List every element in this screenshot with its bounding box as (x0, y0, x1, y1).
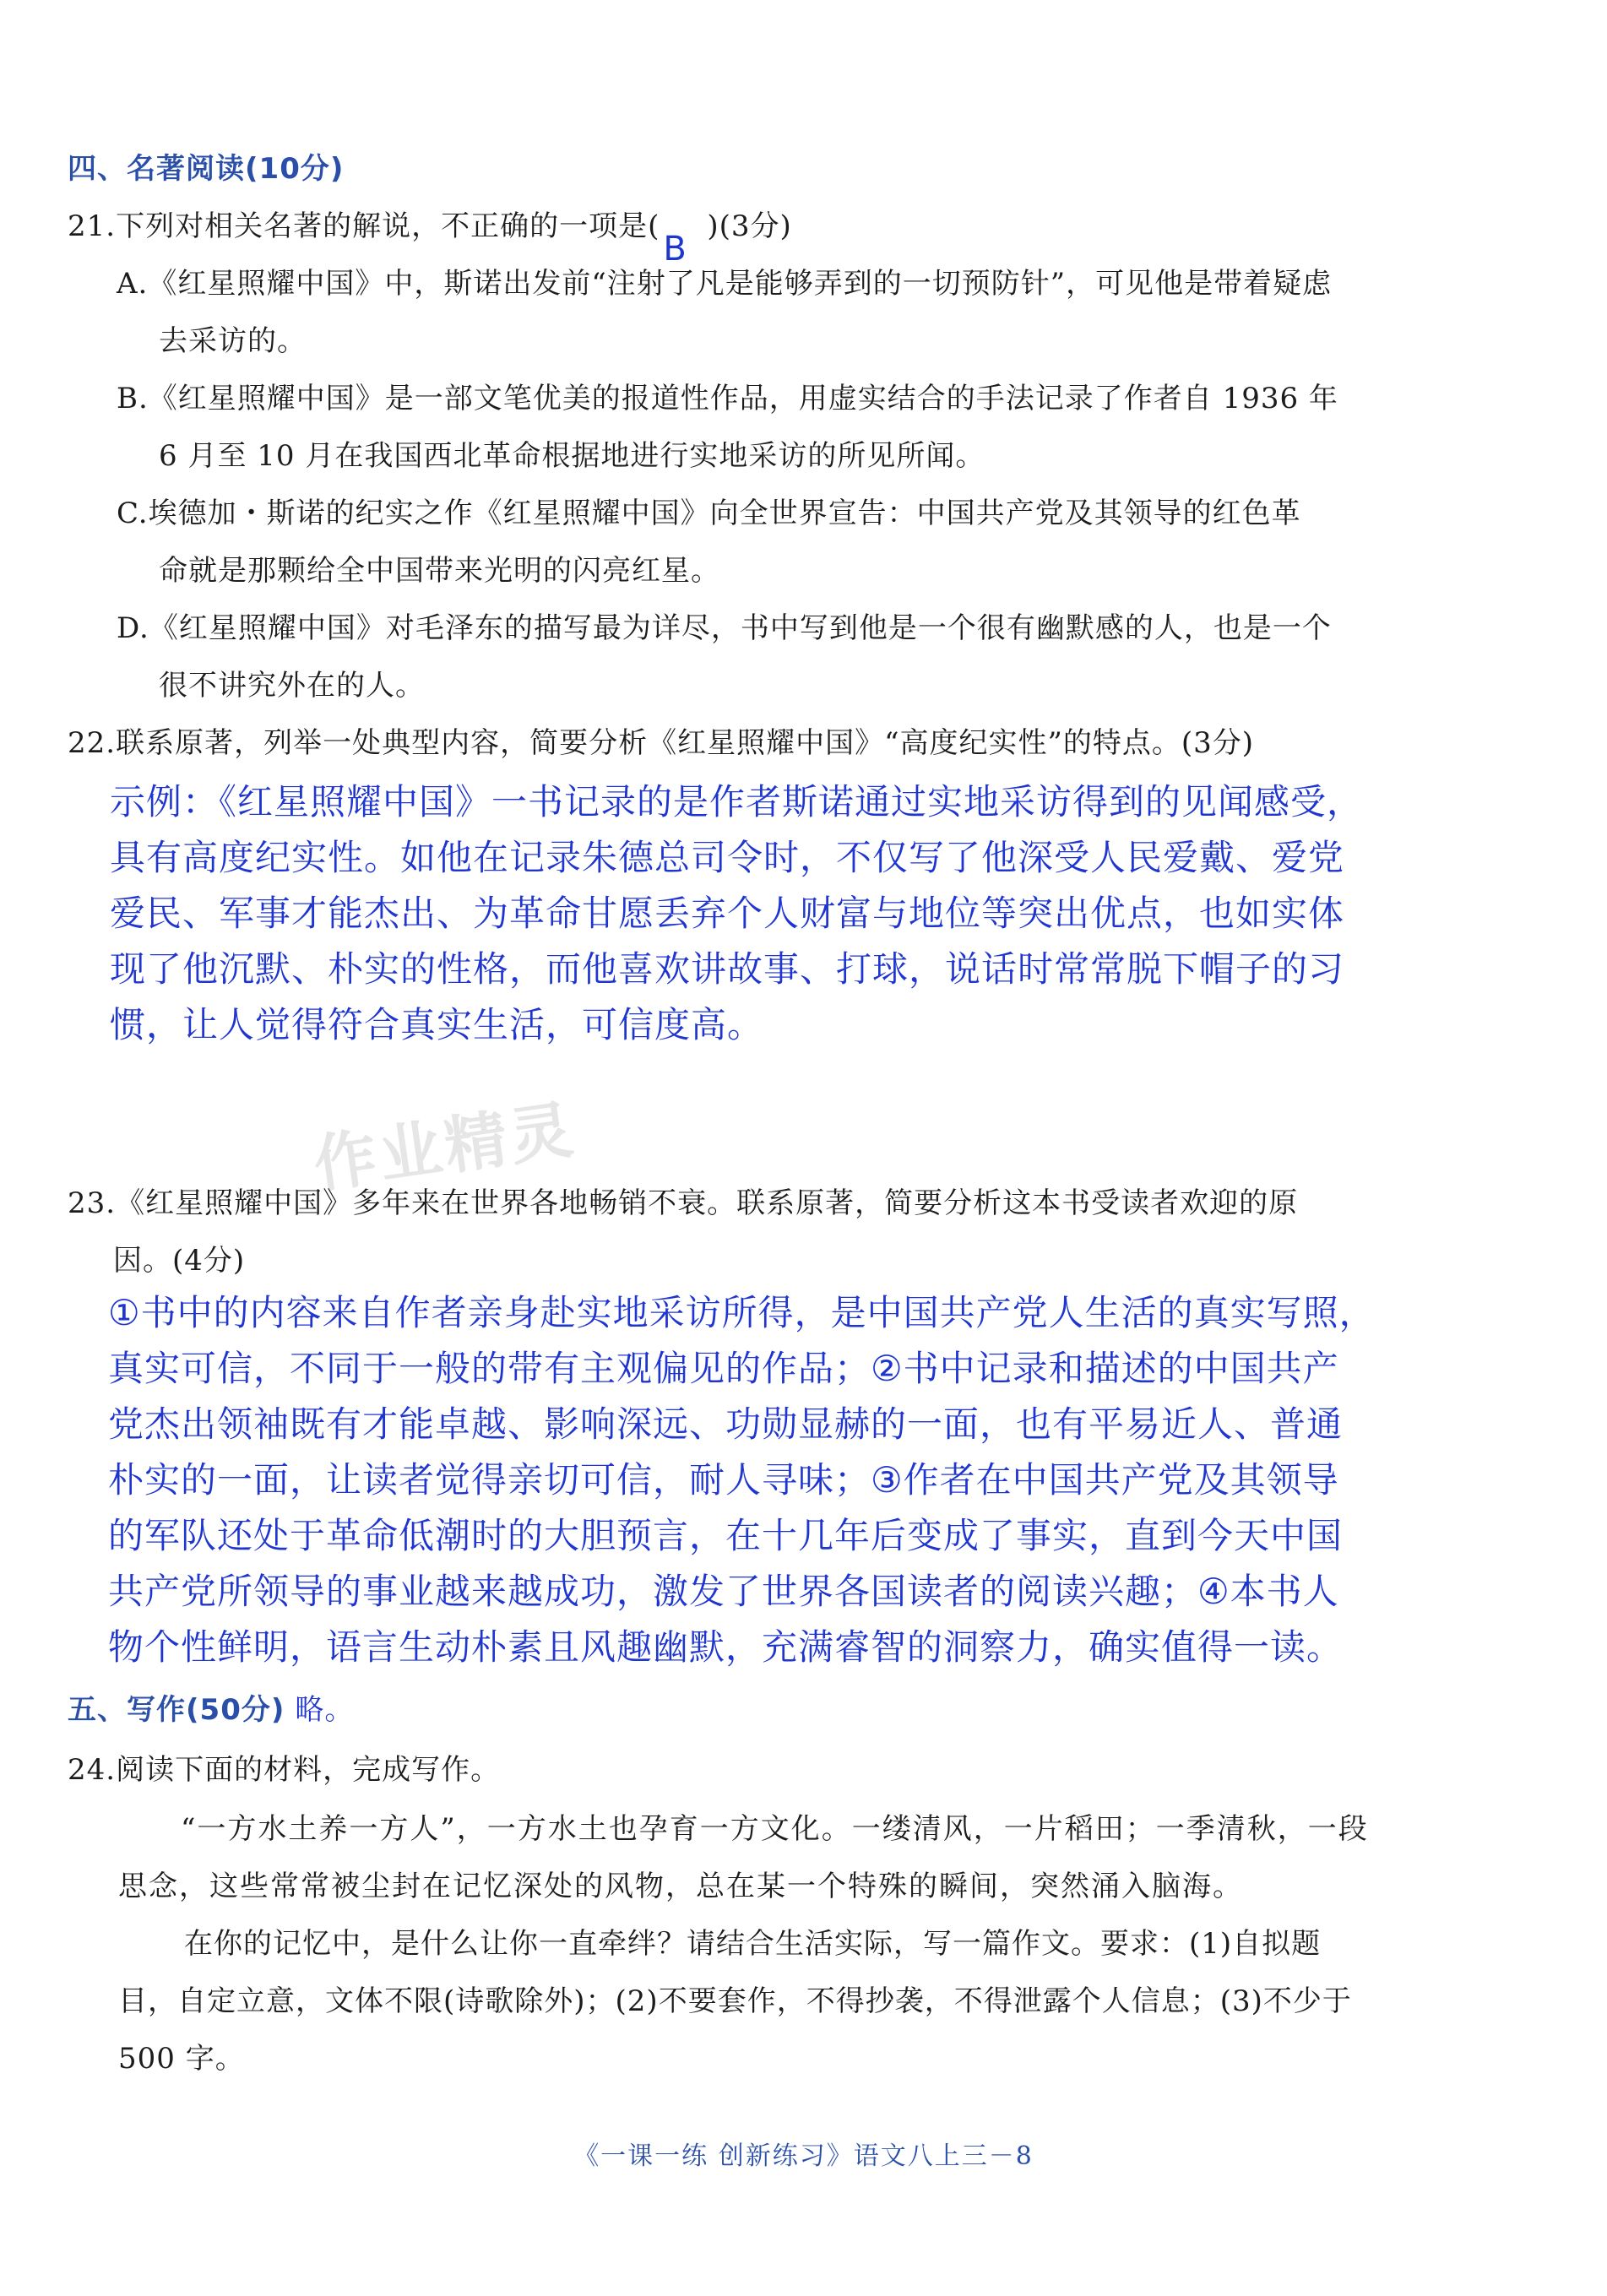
option-b-line1: B.《红星照耀中国》是一部文笔优美的报道性作品，用虚实结合的手法记录了作者自 1936 年 (117, 382, 1338, 415)
question-23-answer-line: 真实可信，不同于一般的带有主观偏见的作品；②书中记录和描述的中国共产 (108, 1348, 1339, 1389)
question-21-stem (68, 209, 792, 269)
question-23-stem-line1: 23.《红星照耀中国》多年来在世界各地畅销不衰。联系原著，简要分析这本书受读者欢迎的原 (68, 1186, 1299, 1220)
question-22-answer-line: 惯，让人觉得符合真实生活，可信度高。 (110, 1004, 764, 1045)
question-23-answer-line: 物个性鲜明，语言生动朴素且风趣幽默，充满睿智的洞察力，确实值得一读。 (108, 1626, 1344, 1668)
question-22-answer-line: 现了他沉默、朴实的性格，而他喜欢讲故事、打球，说话时常常脱下帽子的习 (110, 948, 1345, 990)
question-23-answer-line: 共产党所领导的事业越来越成功，激发了世界各国读者的阅读兴趣；④本书人 (108, 1571, 1339, 1612)
question-21-stem-end: )(3分) (707, 209, 792, 243)
question-22-answer-line: 示例：《红星照耀中国》一书记录的是作者斯诺通过实地采访得到的见闻感受， (110, 781, 1364, 822)
material-line: 思念，这些常常被尘封在记忆深处的风物，总在某一个特殊的瞬间，突然涌入脑海。 (118, 1870, 1243, 1903)
option-c-line2: 命就是那颗给全中国带来光明的闪亮红星。 (159, 554, 720, 588)
material-line: “一方水土养一方人”，一方水土也孕育一方文化。一缕清风，一片稻田；一季清秋，一段 (181, 1812, 1369, 1846)
task-line: 在你的记忆中，是什么让你一直牵绊？请结合生活实际，写一篇作文。要求：(1)自拟题 (184, 1927, 1322, 1961)
option-a-line1: A.《红星照耀中国》中，斯诺出发前“注射了凡是能够弄到的一切预防针”，可见他是带着疑虑 (117, 267, 1333, 301)
watermark: 作业精灵 (309, 1093, 581, 1202)
option-d-line1: D.《红星照耀中国》对毛泽东的描写最为详尽，书中写到他是一个很有幽默感的人，也是一个 (117, 611, 1332, 645)
question-24-stem: 24.阅读下面的材料，完成写作。 (68, 1753, 501, 1787)
question-22-answer-line: 爱民、军事才能杰出、为革命甘愿丢弃个人财富与地位等突出优点，也如实体 (110, 893, 1345, 934)
section-heading-writing (68, 1693, 354, 1728)
question-21-stem-text: 21.下列对相关名著的解说，不正确的一项是( (68, 209, 660, 243)
task-line: 500 字。 (118, 2042, 245, 2076)
option-a-line2: 去采访的。 (159, 324, 307, 358)
section-heading-reading: 四、名著阅读(10分) (68, 152, 345, 186)
writing-answer-note: 略。 (295, 1693, 355, 1727)
question-21-answer: B (663, 230, 687, 269)
question-23-stem-line2: 因。(4分) (113, 1244, 246, 1278)
page-footer: 《一课一练 创新练习》语文八上三－8 (573, 2141, 1034, 2171)
section-heading-writing-text: 五、写作(50分) (68, 1693, 285, 1727)
task-line: 目，自定立意，文体不限(诗歌除外)；(2)不要套作，不得抄袭，不得泄露个人信息；(3)不少于 (118, 1984, 1352, 2018)
option-d-line2: 很不讲究外在的人。 (159, 669, 425, 703)
option-b-line2: 6 月至 10 月在我国西北革命根据地进行实地采访的所见所闻。 (159, 439, 985, 473)
question-23-answer-line: ①书中的内容来自作者亲身赴实地采访所得，是中国共产党人生活的真实写照， (108, 1292, 1376, 1333)
question-23-answer-line: 党杰出领袖既有才能卓越、影响深远、功勋显赫的一面，也有平易近人、普通 (108, 1403, 1344, 1445)
option-c-line1: C.埃德加・斯诺的纪实之作《红星照耀中国》向全世界宣告：中国共产党及其领导的红色革 (117, 497, 1301, 530)
question-22-answer-line: 具有高度纪实性。如他在记录朱德总司令时，不仅写了他深受人民爱戴、爱党 (110, 837, 1345, 878)
question-23-answer-line: 朴实的一面，让读者觉得亲切可信，耐人寻味；③作者在中国共产党及其领导 (108, 1459, 1339, 1501)
question-22-stem: 22.联系原著，列举一处典型内容，简要分析《红星照耀中国》“高度纪实性”的特点。(3分) (68, 726, 1254, 760)
question-23-answer-line: 的军队还处于革命低潮时的大胆预言，在十几年后变成了事实，直到今天中国 (108, 1515, 1344, 1556)
